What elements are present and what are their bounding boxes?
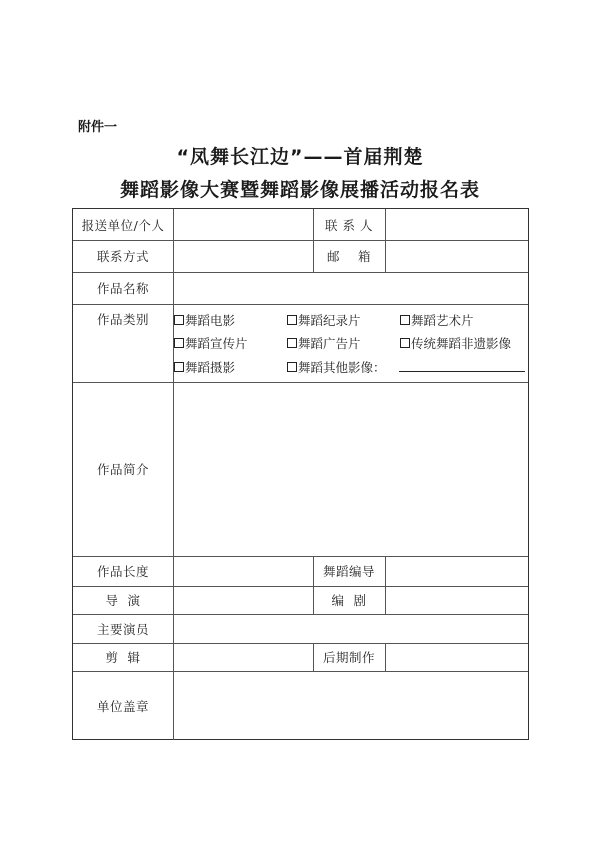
seal-label: 单位盖章 xyxy=(96,698,149,714)
form-title-line2: 舞蹈影像大赛暨舞蹈影像展播活动报名表 xyxy=(119,179,480,201)
registration-form-table xyxy=(72,208,529,740)
contact-method-label: 联系方式 xyxy=(96,249,149,264)
category-option-photography[interactable] xyxy=(174,358,235,376)
actors-input[interactable] xyxy=(174,614,529,643)
option-label: 舞蹈艺术片 xyxy=(411,313,474,328)
category-label: 作品类别 xyxy=(96,312,149,327)
category-option-heritage-video[interactable] xyxy=(400,334,511,352)
seal-area[interactable] xyxy=(174,671,529,740)
checkbox-icon[interactable] xyxy=(174,362,184,372)
category-option-advertisement[interactable] xyxy=(287,334,361,352)
other-category-input-line[interactable] xyxy=(399,371,525,372)
category-option-dance-film[interactable] xyxy=(174,311,235,329)
checkbox-icon[interactable] xyxy=(400,315,410,325)
director-input[interactable] xyxy=(174,586,313,614)
option-label: 传统舞蹈非遗影像 xyxy=(411,336,512,351)
contact-person-label: 联 系 人 xyxy=(325,217,373,233)
screenwriter-input[interactable] xyxy=(386,586,529,614)
category-option-promo-film[interactable] xyxy=(174,334,248,352)
category-option-art-film[interactable] xyxy=(400,311,474,329)
contact-method-input[interactable] xyxy=(174,240,313,272)
option-label: 舞蹈广告片 xyxy=(298,336,361,351)
post-production-input[interactable] xyxy=(386,643,529,671)
email-input[interactable] xyxy=(386,240,529,272)
director-label: 导 演 xyxy=(105,593,141,608)
length-label: 作品长度 xyxy=(96,564,149,579)
checkbox-icon[interactable] xyxy=(287,362,297,372)
work-name-input[interactable] xyxy=(174,272,529,304)
intro-label: 作品简介 xyxy=(96,462,149,477)
attachment-label: 附件一 xyxy=(78,120,118,135)
option-label: 舞蹈其他影像： xyxy=(298,360,386,375)
checkbox-icon[interactable] xyxy=(174,315,184,325)
checkbox-icon[interactable] xyxy=(400,338,410,348)
option-label: 舞蹈宣传片 xyxy=(185,336,248,351)
choreographer-label: 舞蹈编导 xyxy=(322,564,375,579)
intro-textarea[interactable] xyxy=(174,382,529,556)
email-label: 邮 箱 xyxy=(327,249,371,264)
form-title-line1: “凤舞长江边”——首届荆楚 xyxy=(176,146,424,168)
editor-input[interactable] xyxy=(174,643,313,671)
checkbox-icon[interactable] xyxy=(287,315,297,325)
checkbox-icon[interactable] xyxy=(174,338,184,348)
screenwriter-label: 编 剧 xyxy=(331,593,367,608)
option-label: 舞蹈电影 xyxy=(185,313,236,328)
work-name-label: 作品名称 xyxy=(96,281,149,296)
contact-person-input[interactable] xyxy=(386,209,529,240)
choreographer-input[interactable] xyxy=(386,556,529,586)
post-production-label: 后期制作 xyxy=(322,650,375,665)
actors-label: 主要演员 xyxy=(96,621,149,637)
checkbox-icon[interactable] xyxy=(287,338,297,348)
unit-label: 报送单位/个人 xyxy=(81,217,165,233)
category-option-documentary[interactable] xyxy=(287,311,361,329)
category-option-other[interactable] xyxy=(287,358,386,376)
unit-input[interactable] xyxy=(174,209,313,240)
option-label: 舞蹈纪录片 xyxy=(298,313,361,328)
row-divider xyxy=(73,304,528,305)
option-label: 舞蹈摄影 xyxy=(185,360,236,375)
editor-label: 剪 辑 xyxy=(105,650,141,665)
length-input[interactable] xyxy=(174,556,313,586)
